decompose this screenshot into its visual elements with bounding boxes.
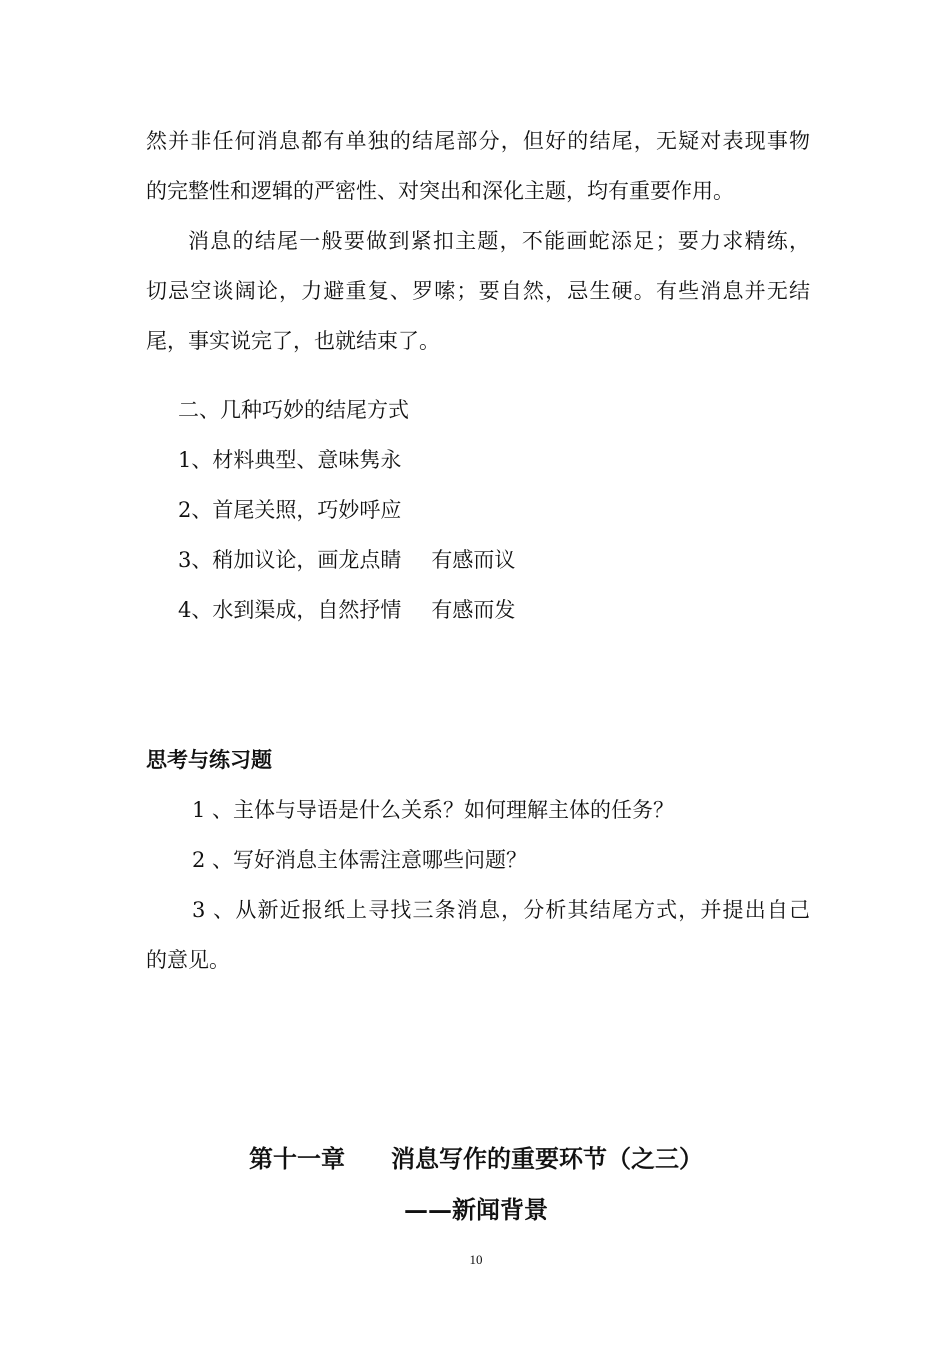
list-item [178, 596, 842, 624]
list-item-text: 2、首尾关照，巧妙呼应 [178, 498, 402, 522]
paragraph-line: 尾，事实说完了，也就结束了。 [146, 329, 440, 353]
chapter-title: 消息写作的重要环节（之三） [391, 1144, 703, 1173]
page-number: 10 [469, 1252, 483, 1267]
paragraph-line: 然并非任何消息都有单独的结尾部分，但好的结尾，无疑对表现事物 [146, 129, 810, 153]
list-item [178, 546, 842, 574]
exercise-question: 3 、从新近报纸上寻找三条消息，分析其结尾方式，并提出自己 [192, 898, 810, 922]
paragraph-line: 切忌空谈阔论，力避重复、罗嗦；要自然，忌生硬。有些消息并无结 [146, 279, 810, 303]
exercise-question: 1 、主体与导语是什么关系？如何理解主体的任务？ [192, 798, 675, 822]
paragraph-line: 的完整性和逻辑的严密性、对突出和深化主题，均有重要作用。 [146, 179, 734, 203]
list-item [178, 496, 842, 524]
exercise-question: 2 、写好消息主体需注意哪些问题？ [192, 848, 528, 872]
section-heading: 二、几种巧妙的结尾方式 [178, 398, 409, 422]
list-item-note: 有感而发 [431, 598, 516, 622]
list-item-text: 4、水到渠成，自然抒情 [178, 598, 402, 622]
chapter-heading [0, 1143, 952, 1175]
exercise-question-continued: 的意见。 [146, 948, 230, 972]
list-item-text: 3、稍加议论，画龙点睛 [178, 548, 402, 572]
list-item-text: 1、材料典型、意味隽永 [178, 448, 402, 472]
chapter-subtitle: ——新闻背景 [404, 1195, 548, 1224]
list-item [178, 446, 842, 474]
paragraph-line: 消息的结尾一般要做到紧扣主题，不能画蛇添足；要力求精练， [188, 229, 810, 253]
chapter-number: 第十一章 [249, 1144, 345, 1173]
list-item-note: 有感而议 [431, 548, 516, 572]
exercises-title: 思考与练习题 [146, 747, 272, 772]
